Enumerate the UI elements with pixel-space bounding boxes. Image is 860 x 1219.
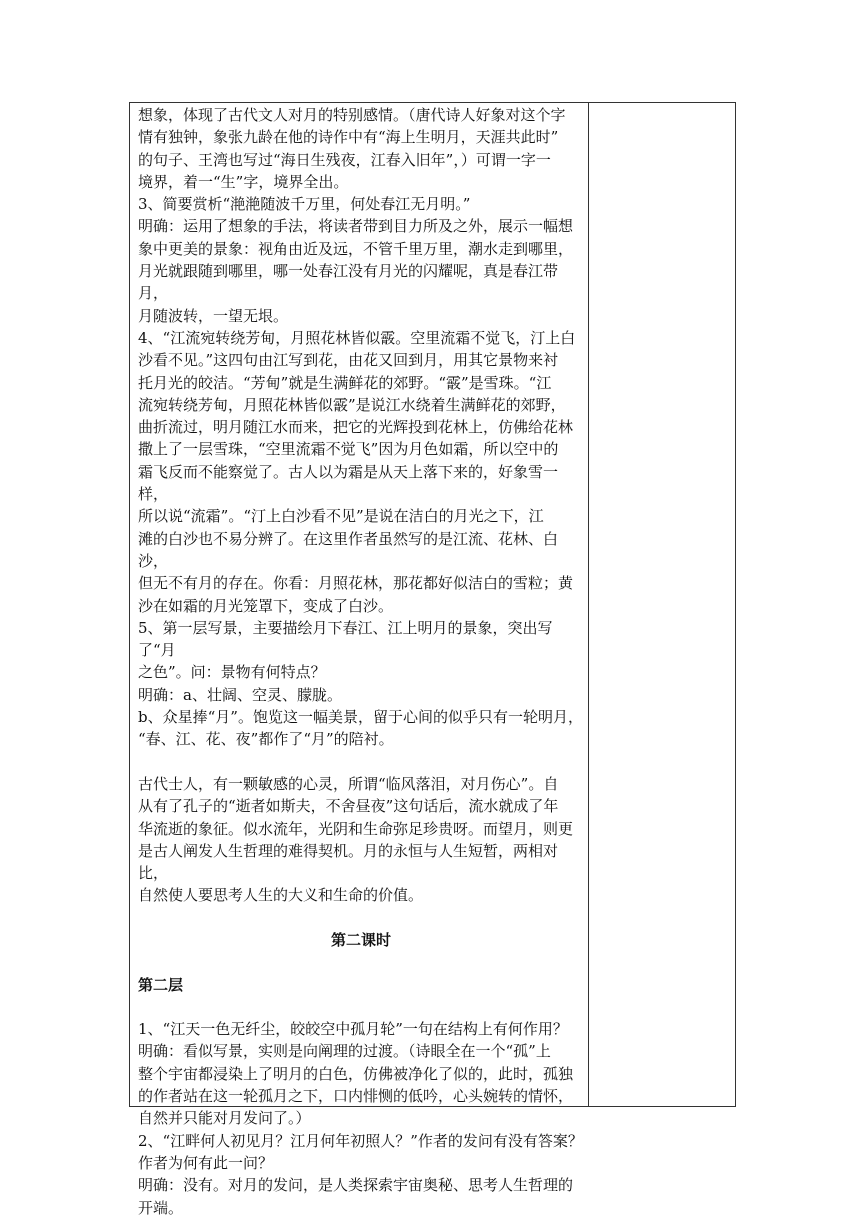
body-text-block <box>138 104 584 929</box>
text-line <box>138 907 584 929</box>
text-line: 自然并只能对月发问了。） <box>138 1109 311 1128</box>
text-line: 沙在如霜的月光笼罩下，变成了白沙。 <box>138 596 394 615</box>
text-line: 霜飞反而不能察觉了。古人以为霜是从天上落下来的，好象雪一样， <box>138 462 559 504</box>
text-line: 象中更美的景象：视角由近及远，不管千里万里，潮水走到哪里， <box>138 239 574 258</box>
text-line: 境界，着一“生”字，境界全出。 <box>138 172 349 191</box>
text-line: 从有了孔子的“逝者如斯夫，不舍昼夜”这句话后，流水就成了年 <box>138 797 559 816</box>
text-line: 明确：运用了想象的手法，将读者带到目力所及之外，展示一幅想 <box>138 217 574 236</box>
text-line: “春、江、花、夜”都作了“月”的陪衬。 <box>138 730 394 749</box>
subsection-title: 第二层 <box>138 975 184 994</box>
main-content-cell <box>138 104 584 1219</box>
text-line: 撒上了一层雪珠，“空里流霜不觉飞”因为月色如霜，所以空中的 <box>138 440 559 459</box>
text-line: 流宛转绕芳甸，月照花林皆似霰”是说江水绕着生满鲜花的郊野， <box>138 395 566 414</box>
text-line: 明确：a、壮阔、空灵、朦胧。 <box>138 685 342 704</box>
text-line: 之色”。问：景物有何特点？ <box>138 663 326 682</box>
text-line: 滩的白沙也不易分辨了。在这里作者虽然写的是江流、花林、白沙， <box>138 529 559 570</box>
text-line <box>138 751 584 773</box>
body-text-block-2 <box>138 1018 584 1219</box>
text-line: 华流逝的象征。似水流年，光阴和生命弥足珍贵呀。而望月，则更 <box>138 819 574 838</box>
text-line: 是古人阐发人生哲理的难得契机。月的永恒与人生短暂，两相对比， <box>138 841 559 883</box>
section-title: 第二课时 <box>330 930 391 949</box>
text-line: 作者为何有此一问？ <box>138 1153 274 1172</box>
text-line: 沙看不见。”这四句由江写到花，由花又回到月，用其它景物来衬 <box>138 351 559 370</box>
text-line: 5、第一层写景，主要描绘月下春江、江上明月的景象，突出写了“月 <box>138 618 553 660</box>
text-line: 月光就跟随到哪里，哪一处春江没有月光的闪耀呢，真是春江带月， <box>138 262 559 303</box>
text-line: 但无不有月的存在。你看：月照花林，那花都好似洁白的雪粒；黄 <box>138 574 574 593</box>
text-line: 开端。 <box>138 1198 184 1217</box>
column-divider <box>588 103 589 1106</box>
text-line: 明确：看似写景，实则是向阐理的过渡。（诗眼全在一个“孤”上 <box>138 1042 551 1061</box>
text-line: 所以说“流霜”。“汀上白沙看不见”是说在洁白的月光之下，江 <box>138 507 544 526</box>
text-line: 的句子、王湾也写过“海日生残夜，江春入旧年”，）可谓一字一 <box>138 150 551 169</box>
text-line: 曲折流过，明月随江水而来，把它的光辉投到花林上，仿佛给花林 <box>138 418 574 437</box>
text-line: 想象，体现了古代文人对月的特别感情。（唐代诗人好象对这个字 <box>138 106 566 124</box>
text-line: 明确：没有。对月的发问，是人类探索宇宙奥秘、思考人生哲理的 <box>138 1176 574 1195</box>
text-line: 托月光的皎洁。“芳甸”就是生满鲜花的郊野。“霰”是雪珠。“江 <box>138 373 552 392</box>
text-line: 2、“江畔何人初见月？江月何年初照人？”作者的发问有没有答案？ <box>138 1131 583 1150</box>
text-line: 3、简要赏析“滟滟随波千万里，何处春江无月明。” <box>138 195 471 214</box>
text-line: 自然使人要思考人生的大义和生命的价值。 <box>138 886 424 905</box>
text-line: b、众星捧“月”。饱览这一幅美景，留于心间的似乎只有一轮明月， <box>138 708 583 727</box>
lesson-table <box>129 102 736 1217</box>
text-line: 的作者站在这一轮孤月之下，口内悱恻的低吟，心头婉转的情怀， <box>138 1087 574 1106</box>
text-line: 月随波转，一望无垠。 <box>138 306 289 325</box>
text-line: 情有独钟，象张九龄在他的诗作中有“海上生明月，天涯共此时” <box>138 128 559 147</box>
text-line: 1、“江天一色无纤尘，皎皎空中孤月轮”一句在结构上有何作用？ <box>138 1020 568 1039</box>
text-line: 古代士人，有一颗敏感的心灵，所谓“临风落泪，对月伤心”。自 <box>138 774 559 793</box>
text-line: 整个宇宙都浸染上了明月的白色，仿佛被净化了似的，此时，孤独 <box>138 1064 574 1083</box>
text-line: 4、“江流宛转绕芳甸，月照花林皆似霰。空里流霜不觉飞，汀上白 <box>138 328 576 347</box>
